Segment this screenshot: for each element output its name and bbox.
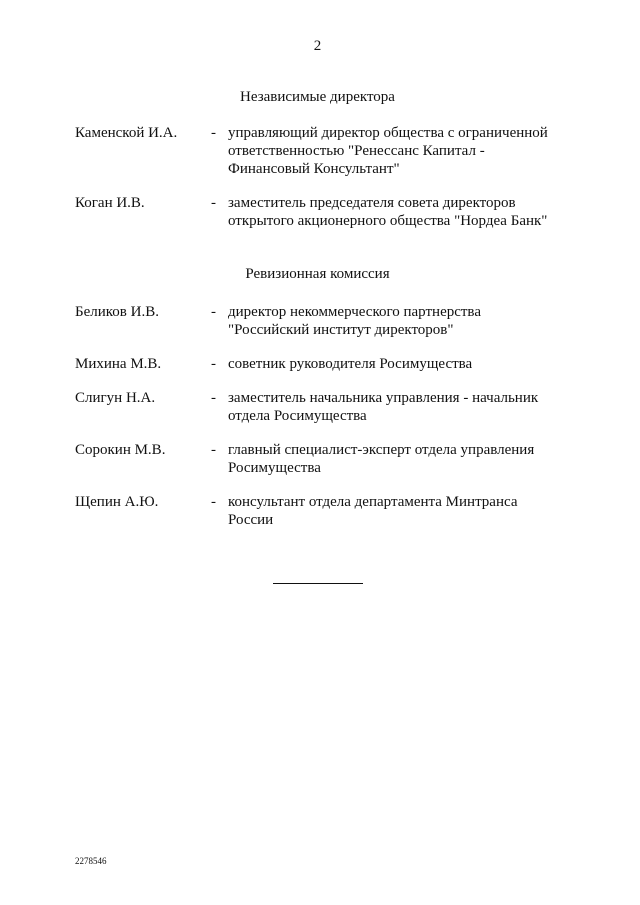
description-line: Росимущества [228, 460, 321, 476]
member-description [228, 355, 573, 373]
member-description [228, 493, 573, 529]
member-description [228, 124, 573, 178]
member-dash: - [211, 304, 216, 320]
description-line: "Российский институт директоров" [228, 322, 454, 338]
member-description [228, 389, 573, 425]
member-name: Слигун Н.А. [75, 390, 156, 406]
member-name: Коган И.В. [75, 195, 145, 211]
member-name: Сорокин М.В. [75, 442, 166, 458]
section-title-independent-directors: Независимые директора [240, 89, 395, 105]
description-line: управляющий директор общества с ограниченной [228, 125, 548, 141]
member-name: Михина М.В. [75, 356, 162, 372]
member-description [228, 441, 573, 477]
description-line: открытого акционерного общества "Нордеа Банк" [228, 213, 548, 229]
description-line: консультант отдела департамента Минтранса [228, 494, 518, 510]
description-line: России [228, 512, 274, 528]
member-dash: - [211, 494, 216, 510]
description-line: Финансовый Консультант" [228, 161, 400, 177]
description-line: заместитель председателя совета директоров [228, 195, 516, 211]
member-name: Щепин А.Ю. [75, 494, 159, 510]
member-dash: - [211, 390, 216, 406]
member-name: Беликов И.В. [75, 304, 159, 320]
member-name: Каменской И.А. [75, 125, 178, 141]
member-dash: - [211, 442, 216, 458]
member-dash: - [211, 356, 216, 372]
member-description [228, 303, 573, 339]
description-line: ответственностью "Ренессанс Капитал - [228, 143, 485, 159]
end-divider [273, 583, 363, 584]
member-dash: - [211, 195, 216, 211]
description-line: советник руководителя Росимущества [228, 356, 473, 372]
description-line: отдела Росимущества [228, 408, 367, 424]
description-line: заместитель начальника управления - начальник [228, 390, 539, 406]
description-line: главный специалист-эксперт отдела управления [228, 442, 535, 458]
member-description [228, 194, 573, 230]
description-line: директор некоммерческого партнерства [228, 304, 481, 320]
member-dash: - [211, 125, 216, 141]
section-title-audit-commission: Ревизионная комиссия [245, 266, 390, 282]
page-number: 2 [313, 38, 322, 54]
document-code: 2278546 [75, 856, 107, 866]
